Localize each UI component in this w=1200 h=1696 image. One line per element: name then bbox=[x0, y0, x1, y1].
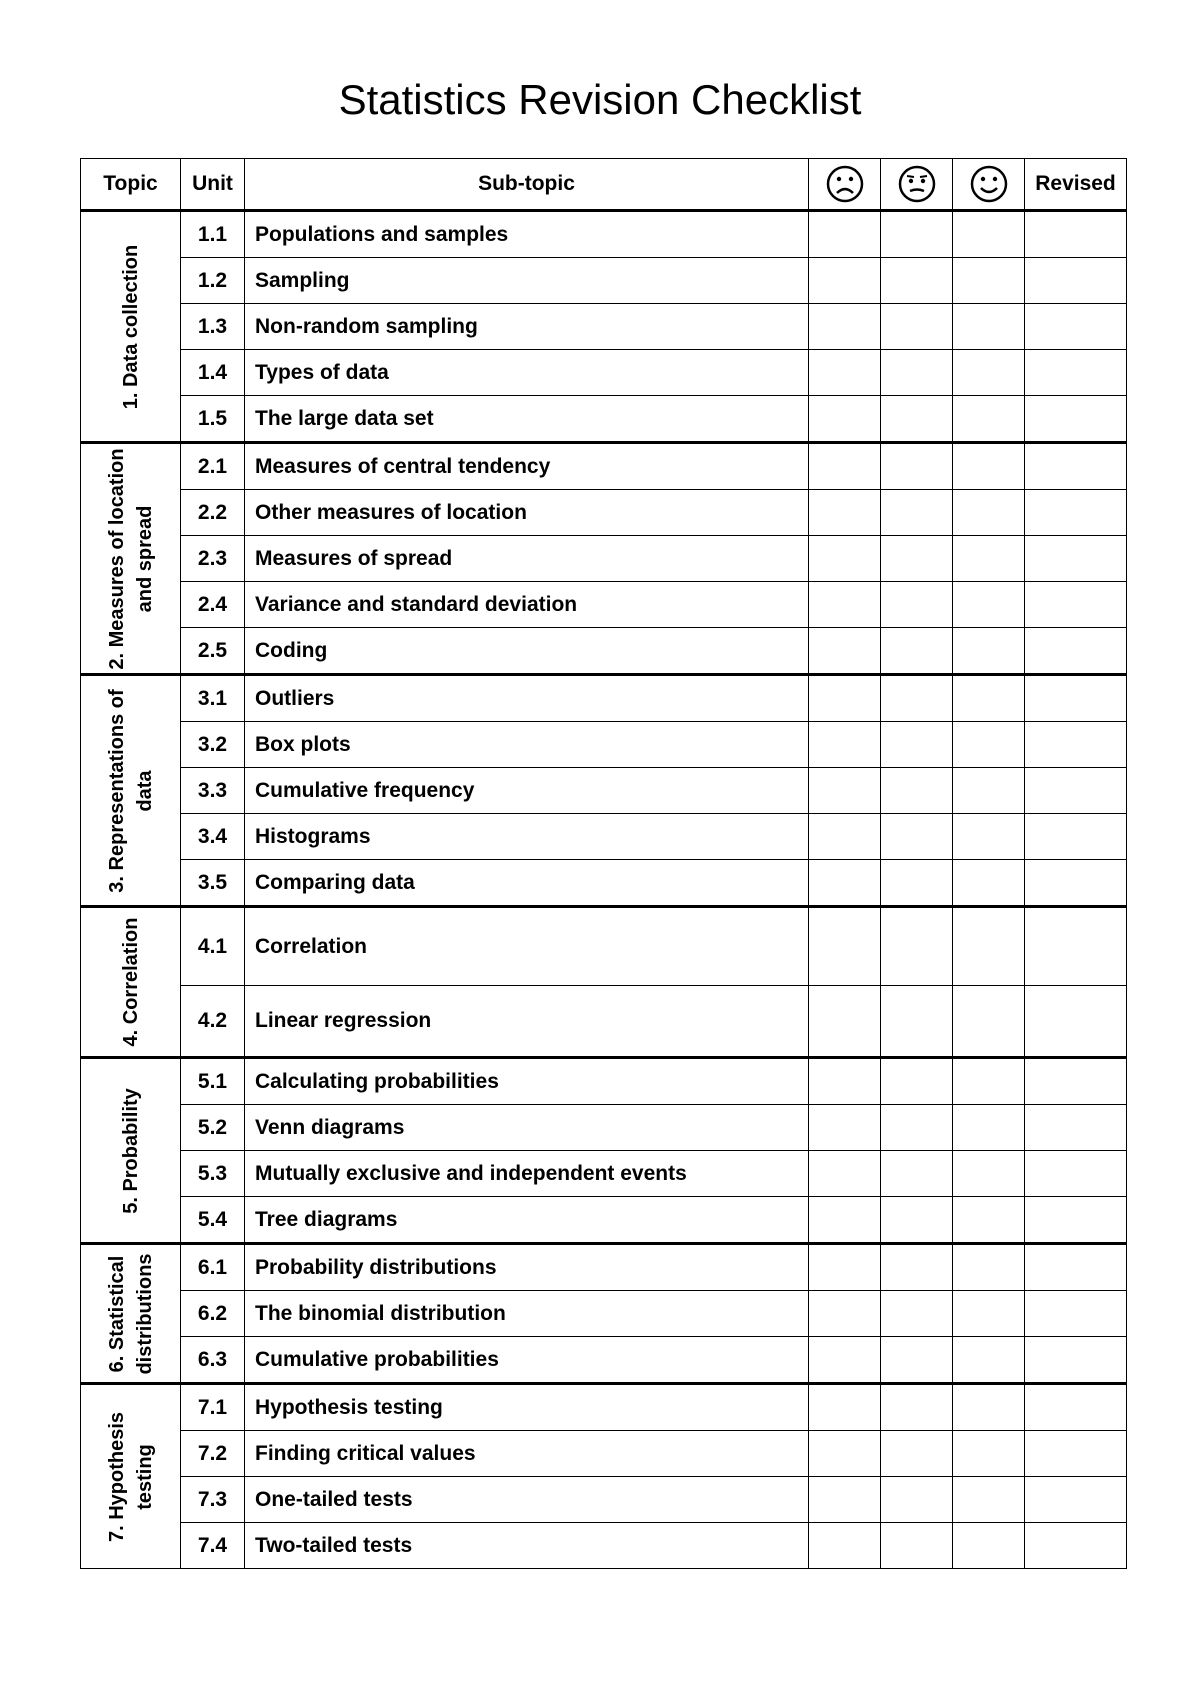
table-row bbox=[81, 396, 1127, 443]
sad-checkbox-cell[interactable] bbox=[809, 1477, 881, 1523]
unit-cell: 5.1 bbox=[181, 1058, 245, 1105]
happy-checkbox-cell[interactable] bbox=[953, 1105, 1025, 1151]
topic-group-hypothesis bbox=[81, 1384, 1127, 1569]
table-row bbox=[81, 1058, 1127, 1105]
subtopic-cell: Non-random sampling bbox=[245, 304, 809, 350]
neutral-checkbox-cell[interactable] bbox=[881, 986, 953, 1058]
unit-cell: 1.4 bbox=[181, 350, 245, 396]
sad-checkbox-cell[interactable] bbox=[809, 490, 881, 536]
happy-checkbox-cell[interactable] bbox=[953, 768, 1025, 814]
topic-cell bbox=[81, 1058, 181, 1244]
table-row bbox=[81, 211, 1127, 258]
revised-checkbox-cell[interactable] bbox=[1025, 1431, 1127, 1477]
header-topic: Topic bbox=[81, 159, 181, 211]
topic-label: 2. Measures of location and spread bbox=[105, 447, 156, 670]
unit-cell: 3.4 bbox=[181, 814, 245, 860]
subtopic-cell: Coding bbox=[245, 628, 809, 675]
page-title: Statistics Revision Checklist bbox=[338, 76, 862, 123]
subtopic-cell: Histograms bbox=[245, 814, 809, 860]
happy-checkbox-cell[interactable] bbox=[953, 1384, 1025, 1431]
topic-label: 1. Data collection bbox=[119, 244, 142, 409]
revised-checkbox-cell[interactable] bbox=[1025, 986, 1127, 1058]
happy-checkbox-cell[interactable] bbox=[953, 443, 1025, 490]
neutral-checkbox-cell[interactable] bbox=[881, 907, 953, 986]
happy-checkbox-cell[interactable] bbox=[953, 860, 1025, 907]
happy-checkbox-cell[interactable] bbox=[953, 1431, 1025, 1477]
neutral-checkbox-cell[interactable] bbox=[881, 443, 953, 490]
sad-checkbox-cell[interactable] bbox=[809, 1197, 881, 1244]
neutral-checkbox-cell[interactable] bbox=[881, 1477, 953, 1523]
happy-checkbox-cell[interactable] bbox=[953, 258, 1025, 304]
happy-checkbox-cell[interactable] bbox=[953, 722, 1025, 768]
revised-checkbox-cell[interactable] bbox=[1025, 1523, 1127, 1569]
table-row bbox=[81, 490, 1127, 536]
revised-checkbox-cell[interactable] bbox=[1025, 490, 1127, 536]
header-happy bbox=[953, 159, 1025, 211]
revised-checkbox-cell[interactable] bbox=[1025, 1058, 1127, 1105]
subtopic-cell: Two-tailed tests bbox=[245, 1523, 809, 1569]
neutral-checkbox-cell[interactable] bbox=[881, 490, 953, 536]
sad-checkbox-cell[interactable] bbox=[809, 211, 881, 258]
subtopic-cell: Finding critical values bbox=[245, 1431, 809, 1477]
neutral-checkbox-cell[interactable] bbox=[881, 1058, 953, 1105]
neutral-face-icon bbox=[897, 164, 937, 204]
revised-checkbox-cell[interactable] bbox=[1025, 1197, 1127, 1244]
topic-cell bbox=[81, 1244, 181, 1384]
subtopic-cell: Measures of central tendency bbox=[245, 443, 809, 490]
happy-checkbox-cell[interactable] bbox=[953, 536, 1025, 582]
table-row bbox=[81, 1244, 1127, 1291]
sad-checkbox-cell[interactable] bbox=[809, 722, 881, 768]
neutral-checkbox-cell[interactable] bbox=[881, 1197, 953, 1244]
subtopic-cell: Outliers bbox=[245, 675, 809, 722]
table-row bbox=[81, 258, 1127, 304]
subtopic-cell: Correlation bbox=[245, 907, 809, 986]
happy-checkbox-cell[interactable] bbox=[953, 628, 1025, 675]
table-row bbox=[81, 722, 1127, 768]
revised-checkbox-cell[interactable] bbox=[1025, 443, 1127, 490]
sad-checkbox-cell[interactable] bbox=[809, 304, 881, 350]
topic-group-probability bbox=[81, 1058, 1127, 1244]
neutral-checkbox-cell[interactable] bbox=[881, 1291, 953, 1337]
table-row bbox=[81, 860, 1127, 907]
revised-checkbox-cell[interactable] bbox=[1025, 304, 1127, 350]
subtopic-cell: The binomial distribution bbox=[245, 1291, 809, 1337]
table-row bbox=[81, 1523, 1127, 1569]
sad-checkbox-cell[interactable] bbox=[809, 443, 881, 490]
happy-checkbox-cell[interactable] bbox=[953, 304, 1025, 350]
subtopic-cell: Sampling bbox=[245, 258, 809, 304]
subtopic-cell: The large data set bbox=[245, 396, 809, 443]
unit-cell: 2.3 bbox=[181, 536, 245, 582]
header-unit: Unit bbox=[181, 159, 245, 211]
header-row bbox=[81, 159, 1127, 211]
sad-checkbox-cell[interactable] bbox=[809, 1105, 881, 1151]
neutral-checkbox-cell[interactable] bbox=[881, 814, 953, 860]
revised-checkbox-cell[interactable] bbox=[1025, 211, 1127, 258]
subtopic-cell: Other measures of location bbox=[245, 490, 809, 536]
unit-cell: 3.5 bbox=[181, 860, 245, 907]
sad-checkbox-cell[interactable] bbox=[809, 986, 881, 1058]
topic-group-measures bbox=[81, 443, 1127, 675]
neutral-checkbox-cell[interactable] bbox=[881, 1523, 953, 1569]
sad-checkbox-cell[interactable] bbox=[809, 1151, 881, 1197]
unit-cell: 6.1 bbox=[181, 1244, 245, 1291]
table-row bbox=[81, 675, 1127, 722]
sad-checkbox-cell[interactable] bbox=[809, 396, 881, 443]
topic-cell bbox=[81, 675, 181, 907]
topic-cell bbox=[81, 907, 181, 1058]
happy-checkbox-cell[interactable] bbox=[953, 986, 1025, 1058]
revised-checkbox-cell[interactable] bbox=[1025, 1151, 1127, 1197]
revised-checkbox-cell[interactable] bbox=[1025, 536, 1127, 582]
table-row bbox=[81, 1337, 1127, 1384]
revised-checkbox-cell[interactable] bbox=[1025, 1477, 1127, 1523]
table-row bbox=[81, 628, 1127, 675]
unit-cell: 4.2 bbox=[181, 986, 245, 1058]
topic-label: 4. Correlation bbox=[119, 917, 142, 1047]
unit-cell: 6.2 bbox=[181, 1291, 245, 1337]
happy-checkbox-cell[interactable] bbox=[953, 1151, 1025, 1197]
neutral-checkbox-cell[interactable] bbox=[881, 860, 953, 907]
neutral-checkbox-cell[interactable] bbox=[881, 722, 953, 768]
unit-cell: 3.3 bbox=[181, 768, 245, 814]
happy-checkbox-cell[interactable] bbox=[953, 675, 1025, 722]
neutral-checkbox-cell[interactable] bbox=[881, 768, 953, 814]
sad-checkbox-cell[interactable] bbox=[809, 1431, 881, 1477]
revised-checkbox-cell[interactable] bbox=[1025, 350, 1127, 396]
happy-checkbox-cell[interactable] bbox=[953, 582, 1025, 628]
unit-cell: 1.2 bbox=[181, 258, 245, 304]
unit-cell: 1.3 bbox=[181, 304, 245, 350]
happy-checkbox-cell[interactable] bbox=[953, 1244, 1025, 1291]
sad-checkbox-cell[interactable] bbox=[809, 1523, 881, 1569]
table-row bbox=[81, 986, 1127, 1058]
unit-cell: 3.1 bbox=[181, 675, 245, 722]
table-row bbox=[81, 1384, 1127, 1431]
topic-cell bbox=[81, 443, 181, 675]
subtopic-cell: Comparing data bbox=[245, 860, 809, 907]
neutral-checkbox-cell[interactable] bbox=[881, 211, 953, 258]
subtopic-cell: Measures of spread bbox=[245, 536, 809, 582]
subtopic-cell: Mutually exclusive and independent events bbox=[245, 1151, 809, 1197]
subtopic-cell: Linear regression bbox=[245, 986, 809, 1058]
subtopic-cell: Populations and samples bbox=[245, 211, 809, 258]
table-row bbox=[81, 814, 1127, 860]
table-row bbox=[81, 582, 1127, 628]
subtopic-cell: Variance and standard deviation bbox=[245, 582, 809, 628]
unit-cell: 5.4 bbox=[181, 1197, 245, 1244]
sad-checkbox-cell[interactable] bbox=[809, 1244, 881, 1291]
table-row bbox=[81, 1477, 1127, 1523]
neutral-checkbox-cell[interactable] bbox=[881, 1337, 953, 1384]
subtopic-cell: Venn diagrams bbox=[245, 1105, 809, 1151]
topic-group-data-collection bbox=[81, 211, 1127, 443]
subtopic-cell: Types of data bbox=[245, 350, 809, 396]
happy-checkbox-cell[interactable] bbox=[953, 907, 1025, 986]
happy-checkbox-cell[interactable] bbox=[953, 1058, 1025, 1105]
unit-cell: 2.5 bbox=[181, 628, 245, 675]
revised-checkbox-cell[interactable] bbox=[1025, 1291, 1127, 1337]
unit-cell: 1.5 bbox=[181, 396, 245, 443]
header-neutral bbox=[881, 159, 953, 211]
revised-checkbox-cell[interactable] bbox=[1025, 1105, 1127, 1151]
neutral-checkbox-cell[interactable] bbox=[881, 1244, 953, 1291]
sad-checkbox-cell[interactable] bbox=[809, 860, 881, 907]
neutral-checkbox-cell[interactable] bbox=[881, 1384, 953, 1431]
table-row bbox=[81, 443, 1127, 490]
unit-cell: 2.1 bbox=[181, 443, 245, 490]
sad-checkbox-cell[interactable] bbox=[809, 350, 881, 396]
revised-checkbox-cell[interactable] bbox=[1025, 582, 1127, 628]
happy-checkbox-cell[interactable] bbox=[953, 814, 1025, 860]
topic-group-correlation bbox=[81, 907, 1127, 1058]
neutral-checkbox-cell[interactable] bbox=[881, 582, 953, 628]
unit-cell: 1.1 bbox=[181, 211, 245, 258]
topic-label: 3. Representations of data bbox=[105, 688, 156, 893]
happy-checkbox-cell[interactable] bbox=[953, 1291, 1025, 1337]
sad-checkbox-cell[interactable] bbox=[809, 536, 881, 582]
neutral-checkbox-cell[interactable] bbox=[881, 1105, 953, 1151]
neutral-checkbox-cell[interactable] bbox=[881, 304, 953, 350]
sad-checkbox-cell[interactable] bbox=[809, 258, 881, 304]
header-subtopic: Sub-topic bbox=[245, 159, 809, 211]
subtopic-cell: Tree diagrams bbox=[245, 1197, 809, 1244]
neutral-checkbox-cell[interactable] bbox=[881, 258, 953, 304]
revised-checkbox-cell[interactable] bbox=[1025, 1244, 1127, 1291]
revised-checkbox-cell[interactable] bbox=[1025, 907, 1127, 986]
table-row bbox=[81, 304, 1127, 350]
table-row bbox=[81, 536, 1127, 582]
topic-label: 6. Statistical distributions bbox=[105, 1252, 156, 1375]
neutral-checkbox-cell[interactable] bbox=[881, 536, 953, 582]
unit-cell: 7.3 bbox=[181, 1477, 245, 1523]
table-row bbox=[81, 1197, 1127, 1244]
table-row bbox=[81, 1105, 1127, 1151]
sad-face-icon bbox=[825, 164, 865, 204]
happy-checkbox-cell[interactable] bbox=[953, 1523, 1025, 1569]
sad-checkbox-cell[interactable] bbox=[809, 1058, 881, 1105]
happy-checkbox-cell[interactable] bbox=[953, 1197, 1025, 1244]
revised-checkbox-cell[interactable] bbox=[1025, 258, 1127, 304]
revised-checkbox-cell[interactable] bbox=[1025, 860, 1127, 907]
sad-checkbox-cell[interactable] bbox=[809, 628, 881, 675]
happy-checkbox-cell[interactable] bbox=[953, 396, 1025, 443]
table-row bbox=[81, 768, 1127, 814]
table-row bbox=[81, 350, 1127, 396]
happy-checkbox-cell[interactable] bbox=[953, 1477, 1025, 1523]
header-sad bbox=[809, 159, 881, 211]
unit-cell: 4.1 bbox=[181, 907, 245, 986]
header-revised: Revised bbox=[1025, 159, 1127, 211]
revised-checkbox-cell[interactable] bbox=[1025, 396, 1127, 443]
neutral-checkbox-cell[interactable] bbox=[881, 628, 953, 675]
neutral-checkbox-cell[interactable] bbox=[881, 1431, 953, 1477]
unit-cell: 5.3 bbox=[181, 1151, 245, 1197]
revised-checkbox-cell[interactable] bbox=[1025, 814, 1127, 860]
subtopic-cell: One-tailed tests bbox=[245, 1477, 809, 1523]
topic-cell bbox=[81, 1384, 181, 1569]
unit-cell: 6.3 bbox=[181, 1337, 245, 1384]
neutral-checkbox-cell[interactable] bbox=[881, 1151, 953, 1197]
subtopic-cell: Probability distributions bbox=[245, 1244, 809, 1291]
table-row bbox=[81, 1431, 1127, 1477]
sad-checkbox-cell[interactable] bbox=[809, 768, 881, 814]
topic-cell bbox=[81, 211, 181, 443]
unit-cell: 2.2 bbox=[181, 490, 245, 536]
revised-checkbox-cell[interactable] bbox=[1025, 722, 1127, 768]
unit-cell: 2.4 bbox=[181, 582, 245, 628]
sad-checkbox-cell[interactable] bbox=[809, 814, 881, 860]
neutral-checkbox-cell[interactable] bbox=[881, 675, 953, 722]
table-row bbox=[81, 907, 1127, 986]
subtopic-cell: Cumulative frequency bbox=[245, 768, 809, 814]
revision-checklist-table bbox=[80, 158, 1127, 1569]
topic-group-representations bbox=[81, 675, 1127, 907]
revised-checkbox-cell[interactable] bbox=[1025, 1384, 1127, 1431]
sad-checkbox-cell[interactable] bbox=[809, 1291, 881, 1337]
sad-checkbox-cell[interactable] bbox=[809, 907, 881, 986]
sad-checkbox-cell[interactable] bbox=[809, 1384, 881, 1431]
subtopic-cell: Box plots bbox=[245, 722, 809, 768]
topic-label: 7. Hypothesis testing bbox=[105, 1411, 156, 1542]
table-row bbox=[81, 1291, 1127, 1337]
unit-cell: 7.1 bbox=[181, 1384, 245, 1431]
sad-checkbox-cell[interactable] bbox=[809, 675, 881, 722]
subtopic-cell: Hypothesis testing bbox=[245, 1384, 809, 1431]
neutral-checkbox-cell[interactable] bbox=[881, 396, 953, 443]
sad-checkbox-cell[interactable] bbox=[809, 1337, 881, 1384]
happy-checkbox-cell[interactable] bbox=[953, 490, 1025, 536]
subtopic-cell: Cumulative probabilities bbox=[245, 1337, 809, 1384]
table-row bbox=[81, 1151, 1127, 1197]
revised-checkbox-cell[interactable] bbox=[1025, 768, 1127, 814]
unit-cell: 3.2 bbox=[181, 722, 245, 768]
unit-cell: 5.2 bbox=[181, 1105, 245, 1151]
happy-checkbox-cell[interactable] bbox=[953, 1337, 1025, 1384]
subtopic-cell: Calculating probabilities bbox=[245, 1058, 809, 1105]
unit-cell: 7.4 bbox=[181, 1523, 245, 1569]
topic-label: 5. Probability bbox=[119, 1087, 142, 1214]
happy-face-icon bbox=[969, 164, 1009, 204]
revised-checkbox-cell[interactable] bbox=[1025, 675, 1127, 722]
revised-checkbox-cell[interactable] bbox=[1025, 628, 1127, 675]
topic-group-distributions bbox=[81, 1244, 1127, 1384]
sad-checkbox-cell[interactable] bbox=[809, 582, 881, 628]
unit-cell: 7.2 bbox=[181, 1431, 245, 1477]
happy-checkbox-cell[interactable] bbox=[953, 350, 1025, 396]
neutral-checkbox-cell[interactable] bbox=[881, 350, 953, 396]
revised-checkbox-cell[interactable] bbox=[1025, 1337, 1127, 1384]
happy-checkbox-cell[interactable] bbox=[953, 211, 1025, 258]
